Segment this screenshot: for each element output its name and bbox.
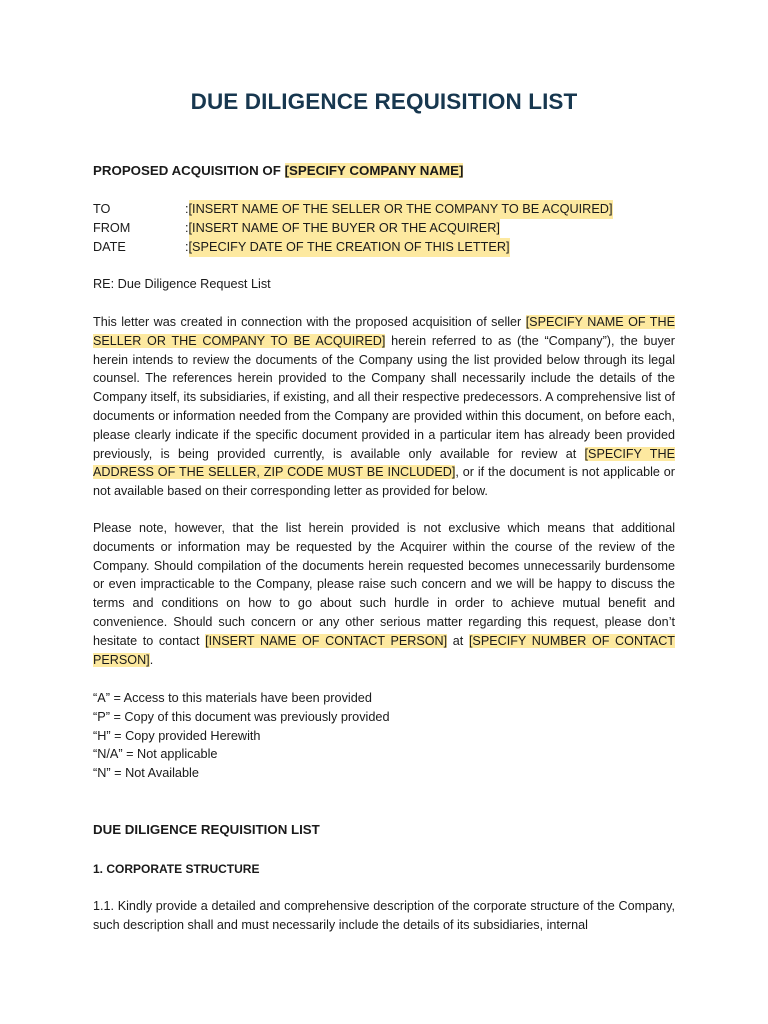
subsection-heading: 1. CORPORATE STRUCTURE — [93, 862, 260, 876]
legend-item: “N/A” = Not applicable — [93, 747, 218, 762]
note-paragraph — [93, 519, 675, 669]
meta-row-date — [93, 238, 693, 257]
p2-text-c: . — [149, 652, 154, 667]
p1-text-c: , or if the document is not applicable or not available based on their corresponding letter as provided for below. — [93, 465, 675, 499]
letter-meta — [93, 200, 693, 257]
legend-item: “A” = Access to this materials have been provided — [93, 691, 372, 705]
document-title: DUE DILIGENCE REQUISITION LIST — [190, 89, 578, 114]
seller-address-placeholder: [SPECIFY THE ADDRESS OF THE SELLER, ZIP CODE MUST BE INCLUDED] — [93, 446, 675, 480]
p2-text-b: at — [447, 633, 469, 648]
meta-sep: : — [185, 240, 189, 254]
proposed-acquisition-prefix: PROPOSED ACQUISITION OF — [93, 163, 285, 178]
meta-value-from: [INSERT NAME OF THE BUYER OR THE ACQUIRER] — [189, 219, 500, 238]
seller-name-placeholder: [SPECIFY NAME OF THE SELLER OR THE COMPANY TO BE ACQUIRED] — [93, 315, 675, 348]
p1-text-a: This letter was created in connection with the proposed acquisition of seller — [93, 315, 526, 329]
contact-person-placeholder: [INSERT NAME OF CONTACT PERSON] — [205, 633, 448, 648]
company-name-placeholder: [SPECIFY COMPANY NAME] — [284, 163, 464, 178]
meta-sep: : — [185, 202, 189, 216]
meta-label-to: TO — [93, 202, 111, 216]
re-line: RE: Due Diligence Request List — [93, 277, 271, 291]
meta-value-date: [SPECIFY DATE OF THE CREATION OF THIS LETTER] — [189, 238, 510, 257]
legend-item: “N” = Not Available — [93, 766, 199, 781]
legend-item: “H” = Copy provided Herewith — [93, 728, 261, 743]
p2-text-a: Please note, however, that the list herein provided is not exclusive which means that additional documents or information may be requested by the Acquirer within the course of the review of the Company. Should compilation of the documents herein requested becomes unnecessarily burdensome or even impracticable to the Company, please raise such concern and we will be happy to discuss the terms and conditions on how to go about such hurdle in order to achieve mutual benefit and convenience. Should such concern or any other serious matter regarding this request, please don’t hesitate to contact — [93, 521, 675, 648]
meta-label-date: DATE — [93, 240, 126, 254]
legend-item: “P” = Copy of this document was previously provided — [93, 709, 390, 724]
proposed-acquisition-heading — [93, 163, 463, 178]
p1-text-b: herein referred to as (the “Company”), the buyer herein intends to review the documents of the Company using the list provided below through its legal counsel. The references herein provided to the Company shall necessarily include the details of the Company itself, its subsidiaries, if existing, and all their respective predecessors. A comprehensive list of documents or information needed from the Company are provided within this document, on before each, please clearly indicate if the specific document provided in a particular item has already been provided previously, is being provided currently, is available only available for review at — [93, 333, 675, 461]
item-1-1-paragraph: 1.1. Kindly provide a detailed and comprehensive description of the corporate structure of the Company, such description shall and must necessarily include the details of its subsidiaries, internal — [93, 899, 675, 932]
contact-number-placeholder: [SPECIFY NUMBER OF CONTACT PERSON] — [93, 633, 675, 667]
section-heading: DUE DILIGENCE REQUISITION LIST — [93, 822, 320, 837]
meta-value-to: [INSERT NAME OF THE SELLER OR THE COMPANY TO BE ACQUIRED] — [189, 200, 613, 219]
status-legend — [93, 689, 390, 783]
meta-sep: : — [185, 221, 189, 235]
intro-paragraph — [93, 313, 675, 501]
meta-row-to — [93, 200, 693, 219]
meta-row-from — [93, 219, 693, 238]
meta-label-from: FROM — [93, 221, 131, 235]
